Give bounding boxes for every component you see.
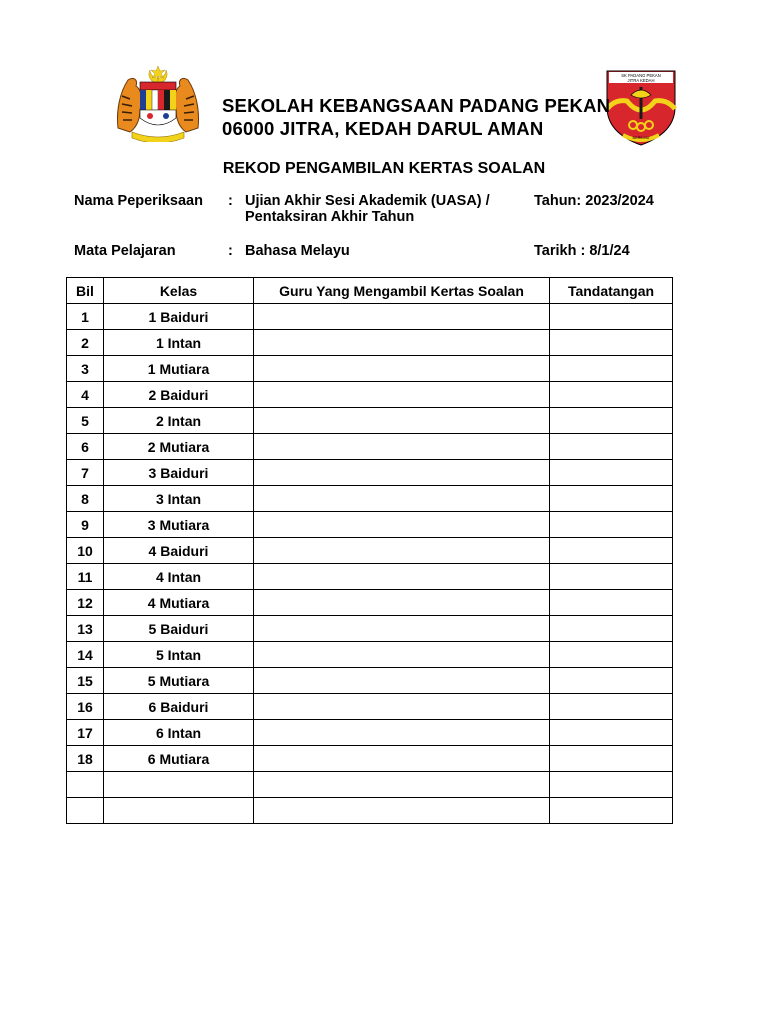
cell-kelas: [104, 798, 254, 824]
cell-bil: 17: [67, 720, 104, 746]
cell-tandatangan[interactable]: [550, 304, 673, 330]
cell-bil: 5: [67, 408, 104, 434]
cell-kelas: 6 Intan: [104, 720, 254, 746]
cell-bil: 6: [67, 434, 104, 460]
cell-kelas: 2 Intan: [104, 408, 254, 434]
cell-guru[interactable]: [254, 564, 550, 590]
cell-guru[interactable]: [254, 434, 550, 460]
school-name-line1: SEKOLAH KEBANGSAAN PADANG PEKAN: [222, 95, 611, 116]
table-row: [67, 460, 673, 486]
table-header-row: [67, 278, 673, 304]
table-row: [67, 668, 673, 694]
cell-tandatangan[interactable]: [550, 668, 673, 694]
cell-tandatangan[interactable]: [550, 798, 673, 824]
cell-tandatangan[interactable]: [550, 694, 673, 720]
cell-bil: 1: [67, 304, 104, 330]
cell-guru[interactable]: [254, 382, 550, 408]
header-tandatangan: Tandatangan: [550, 278, 673, 304]
cell-kelas: 3 Intan: [104, 486, 254, 512]
school-address-line2: 06000 JITRA, KEDAH DARUL AMAN: [222, 118, 544, 139]
cell-kelas: 5 Intan: [104, 642, 254, 668]
cell-tandatangan[interactable]: [550, 772, 673, 798]
cell-tandatangan[interactable]: [550, 642, 673, 668]
header-bil: Bil: [67, 278, 104, 304]
cell-kelas: 2 Mutiara: [104, 434, 254, 460]
cell-tandatangan[interactable]: [550, 434, 673, 460]
cell-kelas: 6 Mutiara: [104, 746, 254, 772]
cell-kelas: 3 Baiduri: [104, 460, 254, 486]
cell-guru[interactable]: [254, 590, 550, 616]
cell-kelas: 1 Baiduri: [104, 304, 254, 330]
cell-bil: 8: [67, 486, 104, 512]
cell-kelas: 4 Intan: [104, 564, 254, 590]
cell-kelas: [104, 772, 254, 798]
cell-kelas: 4 Baiduri: [104, 538, 254, 564]
page-title: REKOD PENGAMBILAN KERTAS SOALAN: [222, 160, 546, 177]
cell-bil: 2: [67, 330, 104, 356]
cell-kelas: 5 Mutiara: [104, 668, 254, 694]
cell-kelas: 6 Baiduri: [104, 694, 254, 720]
header-kelas: Kelas: [104, 278, 254, 304]
cell-kelas: 2 Baiduri: [104, 382, 254, 408]
cell-bil: 16: [67, 694, 104, 720]
cell-guru[interactable]: [254, 512, 550, 538]
cell-guru[interactable]: [254, 642, 550, 668]
cell-guru[interactable]: [254, 746, 550, 772]
cell-guru[interactable]: [254, 798, 550, 824]
table-row: [67, 512, 673, 538]
table-row: [67, 642, 673, 668]
cell-tandatangan[interactable]: [550, 720, 673, 746]
subject-label: Mata Pelajaran: [74, 243, 176, 259]
cell-bil: [67, 772, 104, 798]
cell-bil: 9: [67, 512, 104, 538]
table-row: [67, 590, 673, 616]
cell-bil: 14: [67, 642, 104, 668]
cell-tandatangan[interactable]: [550, 460, 673, 486]
exam-value-line1: Ujian Akhir Sesi Akademik (UASA) /: [245, 193, 490, 209]
exam-colon: :: [228, 193, 233, 209]
exam-value-line2: Pentaksiran Akhir Tahun: [245, 209, 415, 225]
table-row: [67, 720, 673, 746]
cell-guru[interactable]: [254, 408, 550, 434]
cell-bil: 13: [67, 616, 104, 642]
record-table: [66, 277, 673, 824]
table-row: [67, 616, 673, 642]
table-row: [67, 408, 673, 434]
cell-kelas: 4 Mutiara: [104, 590, 254, 616]
cell-tandatangan[interactable]: [550, 746, 673, 772]
cell-guru[interactable]: [254, 330, 550, 356]
cell-kelas: 5 Baiduri: [104, 616, 254, 642]
cell-guru[interactable]: [254, 538, 550, 564]
cell-tandatangan[interactable]: [550, 538, 673, 564]
crest-text: SK PADANG PEKAN: [621, 73, 661, 78]
cell-guru[interactable]: [254, 694, 550, 720]
table-row: [67, 382, 673, 408]
cell-bil: 18: [67, 746, 104, 772]
table-row: [67, 356, 673, 382]
table-row: [67, 434, 673, 460]
cell-bil: [67, 798, 104, 824]
cell-guru[interactable]: [254, 486, 550, 512]
cell-tandatangan[interactable]: [550, 356, 673, 382]
cell-bil: 15: [67, 668, 104, 694]
cell-guru[interactable]: [254, 356, 550, 382]
cell-bil: 7: [67, 460, 104, 486]
cell-tandatangan[interactable]: [550, 382, 673, 408]
cell-guru[interactable]: [254, 720, 550, 746]
cell-tandatangan[interactable]: [550, 486, 673, 512]
cell-bil: 10: [67, 538, 104, 564]
cell-tandatangan[interactable]: [550, 564, 673, 590]
table-row: [67, 564, 673, 590]
cell-bil: 4: [67, 382, 104, 408]
year-label: Tahun: 2023/2024: [534, 193, 654, 209]
table-row: [67, 538, 673, 564]
exam-label: Nama Peperiksaan: [74, 193, 203, 209]
table-row: [67, 746, 673, 772]
table-row: [67, 798, 673, 824]
table-row: [67, 772, 673, 798]
cell-guru[interactable]: [254, 304, 550, 330]
cell-kelas: 3 Mutiara: [104, 512, 254, 538]
cell-bil: 12: [67, 590, 104, 616]
cell-tandatangan[interactable]: [550, 408, 673, 434]
crest-motto: BERILMU: [632, 136, 650, 140]
cell-bil: 3: [67, 356, 104, 382]
cell-kelas: 1 Intan: [104, 330, 254, 356]
cell-tandatangan[interactable]: [550, 330, 673, 356]
cell-guru[interactable]: [254, 460, 550, 486]
cell-bil: 11: [67, 564, 104, 590]
table-row: [67, 694, 673, 720]
cell-kelas: 1 Mutiara: [104, 356, 254, 382]
table-row: [67, 330, 673, 356]
cell-guru[interactable]: [254, 772, 550, 798]
svg-text:JITRA KEDAH: JITRA KEDAH: [627, 78, 655, 83]
cell-tandatangan[interactable]: [550, 512, 673, 538]
cell-guru[interactable]: [254, 616, 550, 642]
table-row: [67, 304, 673, 330]
header-guru: Guru Yang Mengambil Kertas Soalan: [254, 278, 550, 304]
date-label: Tarikh : 8/1/24: [534, 243, 630, 259]
coat-of-arms-logo: [114, 66, 202, 142]
school-crest-logo: [603, 69, 679, 147]
school-name: [222, 94, 610, 140]
cell-tandatangan[interactable]: [550, 590, 673, 616]
subject-value: Bahasa Melayu: [245, 243, 350, 259]
subject-colon: :: [228, 243, 233, 259]
cell-guru[interactable]: [254, 668, 550, 694]
cell-tandatangan[interactable]: [550, 616, 673, 642]
table-row: [67, 486, 673, 512]
